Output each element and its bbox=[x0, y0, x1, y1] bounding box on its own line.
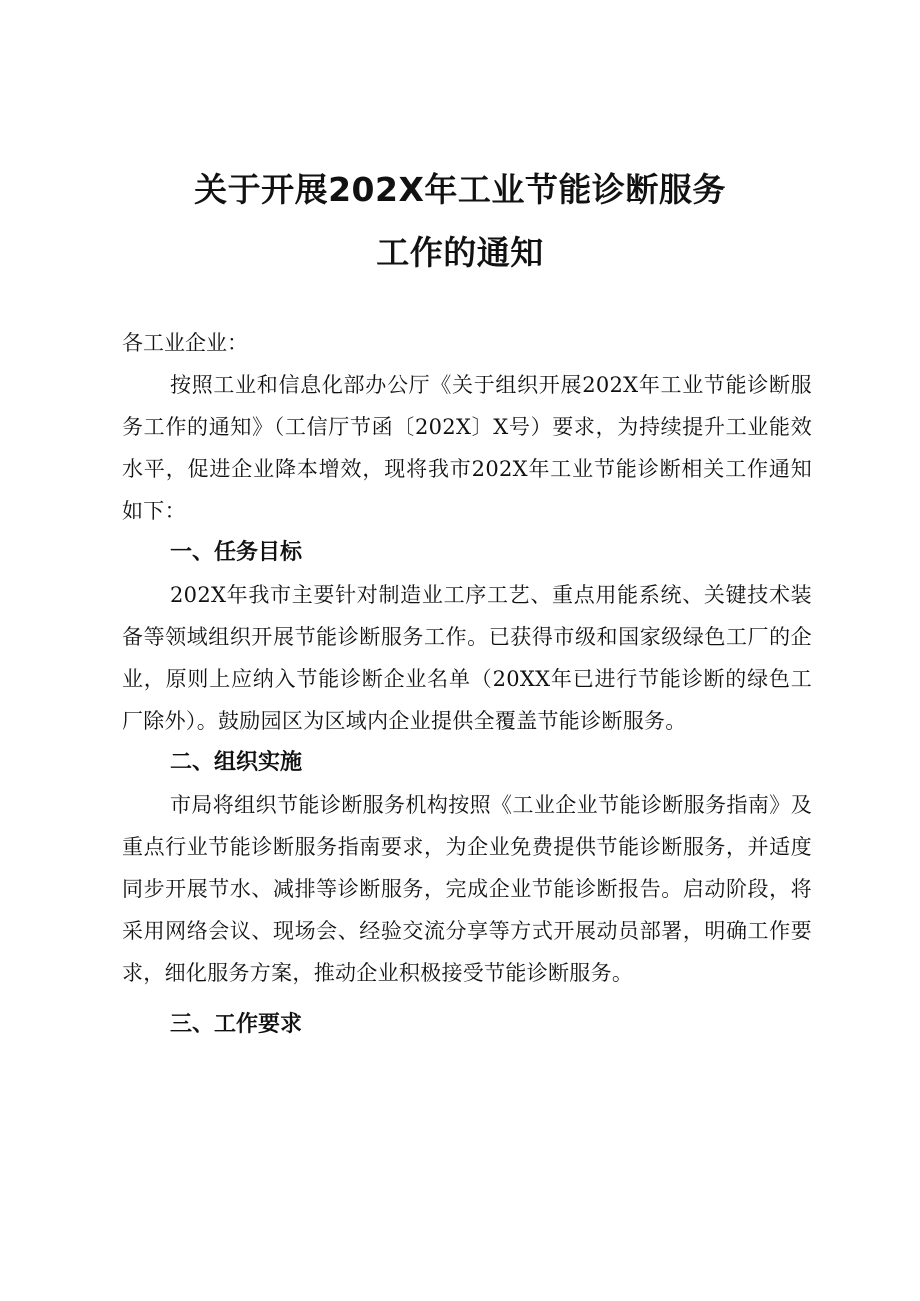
section-heading-requirements: 三、工作要求 bbox=[170, 1012, 303, 1037]
section-paragraph-implementation: 市局将组织节能诊断服务机构按照《工业企业节能诊断服务指南》及重点行业节能诊断服务指南要求，为企业免费提供节能诊断服务，并适度同步开展节水、减排等诊断服务，完成企业节能诊断报告。启动阶段，将采用网络会议、现场会、经验交流分享等方式开展动员部署，明确工作要求，细化服务方案，推动企业积极接受节能诊断服务。 bbox=[122, 793, 812, 985]
salutation: 各工业企业： bbox=[122, 331, 248, 355]
section-heading-implementation: 二、组织实施 bbox=[170, 750, 303, 775]
section-paragraph-task-goals: 202X年我市主要针对制造业工序工艺、重点用能系统、关键技术装备等领域组织开展节能诊断服务工作。已获得市级和国家级绿色工厂的企业，原则上应纳入节能诊断企业名单（20XX年已进行节能诊断的绿色工厂除外）。鼓励园区为区域内企业提供全覆盖节能诊断服务。 bbox=[122, 583, 812, 733]
section-heading-task-goals: 一、任务目标 bbox=[170, 540, 303, 565]
document-title-line-1: 关于开展202X年工业节能诊断服务 bbox=[194, 170, 726, 209]
intro-paragraph: 按照工业和信息化部办公厅《关于组织开展202X年工业节能诊断服务工作的通知》（工信厅节函〔202X〕X号）要求，为持续提升工业能效水平，促进企业降本增效，现将我市202X年工业节能诊断相关工作通知如下： bbox=[122, 373, 812, 523]
document-title-line-2: 工作的通知 bbox=[376, 233, 544, 272]
document-body bbox=[122, 322, 812, 1046]
